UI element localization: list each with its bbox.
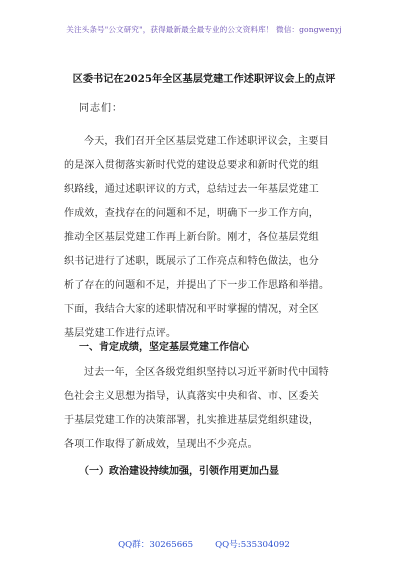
paragraph-line: 今天，我们召开全区基层党建工作述职评议会，主要目 bbox=[84, 136, 329, 147]
document-title: 区委书记在2025年全区基层党建工作述职评议会上的点评 bbox=[72, 73, 336, 85]
paragraph-intro bbox=[64, 130, 352, 346]
paragraph-line: 于基层党建工作的决策部署，扎实推进基层党组织建设， bbox=[64, 415, 319, 426]
footer-qq-number: QQ号:535304092 bbox=[215, 540, 290, 550]
paragraph-line: 的是深入贯彻落实新时代党的建设总要求和新时代党的组 bbox=[64, 160, 319, 171]
header-promo-note: 关注头条号"公文研究"，获得最新最全最专业的公文资料库！ 微信：gongwenyj bbox=[66, 25, 342, 34]
paragraph-line: 过去一年，全区各级党组织坚持以习近平新时代中国特 bbox=[84, 367, 329, 378]
salutation: 同志们： bbox=[79, 103, 123, 114]
footer-qq-group: QQ群：30265665 bbox=[118, 540, 194, 550]
section-heading-1: 一、肯定成绩，坚定基层党建工作信心 bbox=[79, 342, 249, 353]
footer-contact bbox=[0, 538, 408, 550]
paragraph-line: 析了存在的问题和不足，并提出了下一步工作思路和举措。 bbox=[64, 280, 330, 291]
paragraph-line: 色社会主义思想为指导，认真落实中央和省、市、区委关 bbox=[64, 391, 319, 402]
paragraph-line: 各项工作取得了新成效，呈现出不少亮点。 bbox=[64, 439, 258, 450]
paragraph-line: 下面，我结合大家的述职情况和平时掌握的情况，对全区 bbox=[64, 304, 319, 315]
paragraph-achievements bbox=[64, 361, 352, 457]
paragraph-line: 推动全区基层党建工作再上新台阶。刚才，各位基层党组 bbox=[64, 232, 319, 243]
paragraph-line: 织路线，通过述职评议的方式，总结过去一年基层党建工 bbox=[64, 184, 319, 195]
subsection-heading-1: （一）政治建设持续加强，引领作用更加凸显 bbox=[79, 466, 279, 477]
paragraph-line: 织书记进行了述职，既展示了工作亮点和特色做法，也分 bbox=[64, 256, 319, 267]
paragraph-line: 基层党建工作进行点评。 bbox=[64, 328, 177, 339]
paragraph-line: 作成效，查找存在的问题和不足，明确下一步工作方向， bbox=[64, 208, 319, 219]
